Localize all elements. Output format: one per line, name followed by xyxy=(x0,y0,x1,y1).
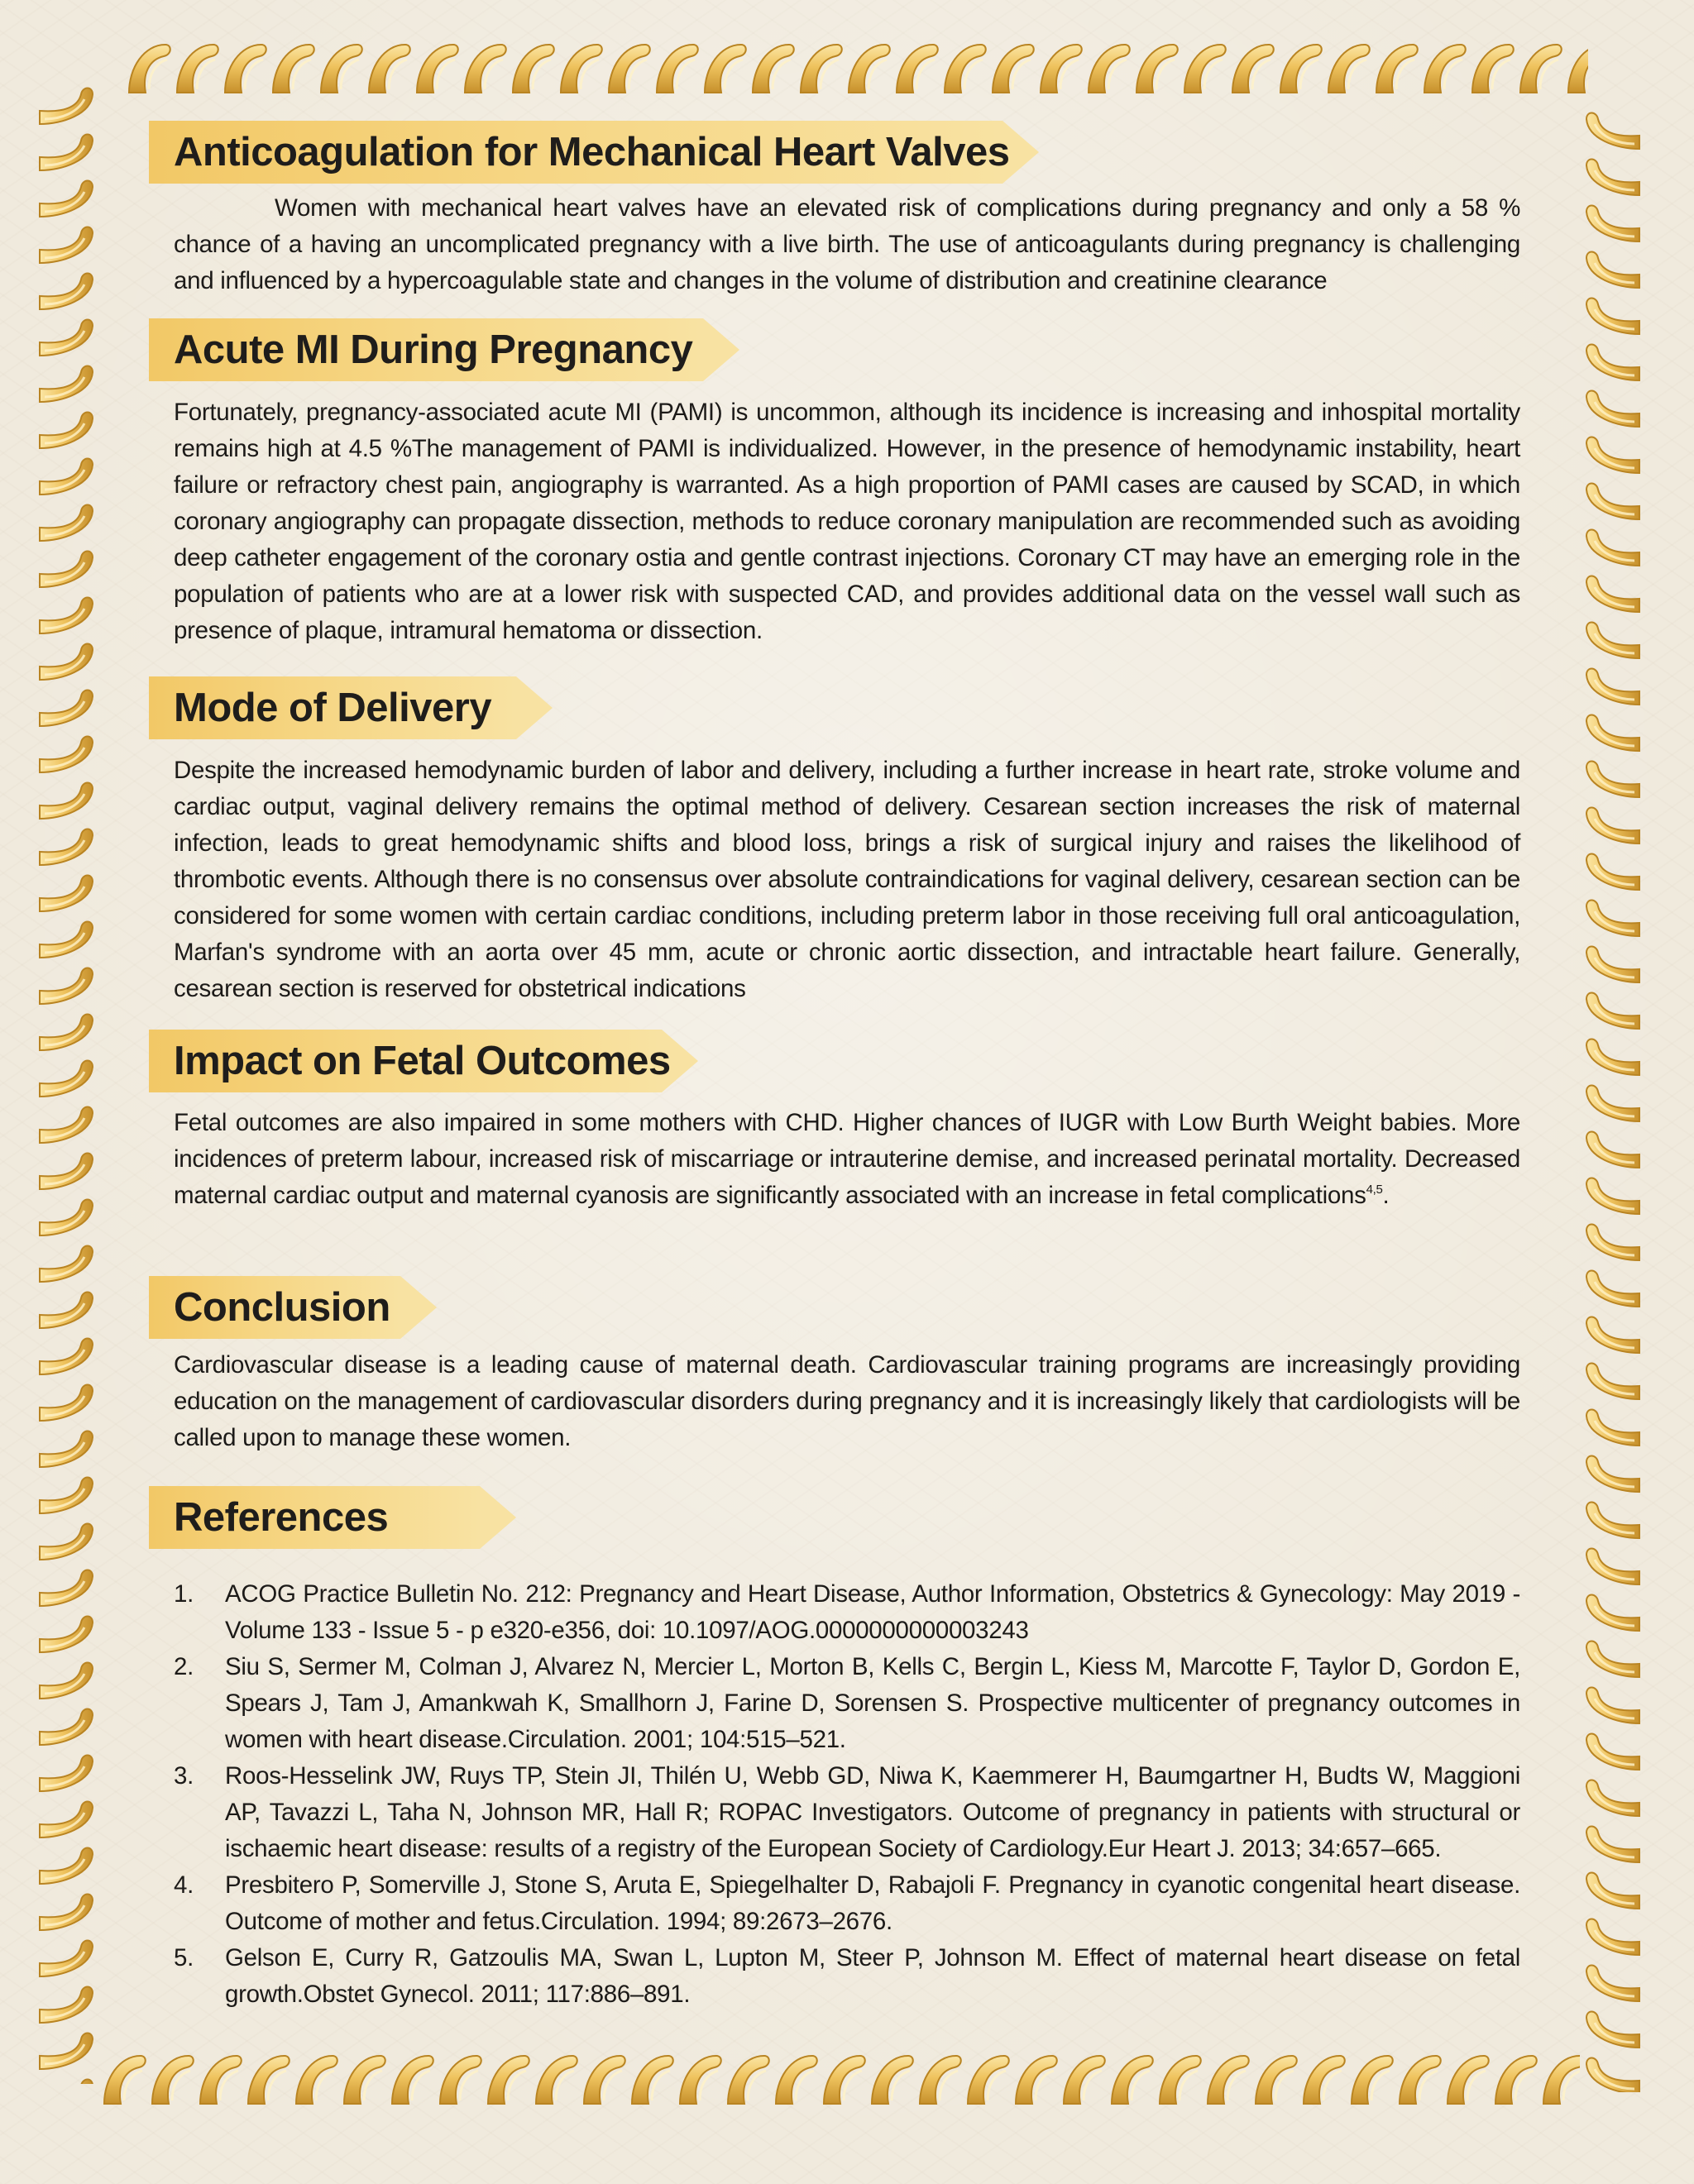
reference-text: Presbitero P, Somerville J, Stone S, Aruta E, Spiegelhalter D, Rabajoli F. Pregnancy in cyanotic congenital heart disease. Outcome of mother and fetus.Circulation. 1994; 89:2673–2676. xyxy=(225,1871,1520,1935)
references-list xyxy=(174,1576,1520,2013)
reference-text: Siu S, Sermer M, Colman J, Alvarez N, Mercier L, Morton B, Kells C, Bergin L, Kiess M, Marcotte F, Taylor D, Gordon E, Spears J, Tam J, Amankwah K, Smallhorn J, Farine D, Sorensen S. Prospective multicenter of pregnancy outcomes in women with heart disease.Circulation. 2001; 104:515–521. xyxy=(225,1653,1520,1753)
reference-number: 3. xyxy=(174,1762,194,1790)
paragraph-conclusion: Cardiovascular disease is a leading cause of maternal death. Cardiovascular training programs are increasingly providing education on the management of cardiovascular disorders during pregnancy and it is increasingly likely that cardiologists will be called upon to manage these women. xyxy=(174,1351,1520,1451)
paragraph-fetal-end: . xyxy=(1382,1182,1390,1209)
reference-number: 1. xyxy=(174,1580,194,1608)
heading-references: References xyxy=(174,1495,389,1540)
reference-text: ACOG Practice Bulletin No. 212: Pregnancy and Heart Disease, Author Information, Obstetrics & Gynecology: May 2019 - Volume 133 - Issue 5 - p e320-e356, doi: 10.1097/AOG.0000000000003243 xyxy=(225,1580,1520,1644)
heading-fetal: Impact on Fetal Outcomes xyxy=(174,1039,671,1083)
reference-item xyxy=(174,1649,1520,1758)
heading-delivery: Mode of Delivery xyxy=(174,686,492,730)
heading-anticoagulation: Anticoagulation for Mechanical Heart Valves xyxy=(174,130,1010,174)
reference-number: 5. xyxy=(174,1944,194,1971)
reference-item xyxy=(174,1940,1520,2013)
reference-item xyxy=(174,1576,1520,1649)
reference-text: Gelson E, Curry R, Gatzoulis MA, Swan L, Lupton M, Steer P, Johnson M. Effect of maternal heart disease on fetal growth.Obstet Gynecol. 2011; 117:886–891. xyxy=(225,1944,1520,2008)
paragraph-fetal-text: Fetal outcomes are also impaired in some mothers with CHD. Higher chances of IUGR with Low Burth Weight babies. More incidences of preterm labour, increased risk of miscarriage or intrauterine demise, and increased perinatal mortality. Decreased maternal cardiac output and maternal cyanosis are significantly associated with an increase in fetal complications xyxy=(174,1109,1520,1209)
heading-conclusion: Conclusion xyxy=(174,1285,390,1330)
heading-acute-mi: Acute MI During Pregnancy xyxy=(174,327,693,372)
paragraph-fetal xyxy=(174,1105,1520,1214)
reference-text: Roos-Hesselink JW, Ruys TP, Stein JI, Thilén U, Webb GD, Niwa K, Kaemmerer H, Baumgartner H, Budts W, Maggioni AP, Tavazzi L, Taha N, Johnson MR, Hall R; ROPAC Investigators. Outcome of pregnancy in patients with structural or ischaemic heart disease: results of a registry of the European Society of Cardiology.Eur Heart J. 2013; 34:657–665. xyxy=(225,1762,1520,1862)
paragraph-anticoagulation: Women with mechanical heart valves have an elevated risk of complications during pregnancy and only a 58 % chance of a having an uncomplicated pregnancy with a live birth. The use of anticoagulants during pregnancy is challenging and influenced by a hypercoagulable state and changes in the volume of distribution and creatinine clearance xyxy=(174,194,1520,294)
reference-number: 2. xyxy=(174,1653,194,1680)
reference-item xyxy=(174,1867,1520,1940)
reference-item xyxy=(174,1758,1520,1867)
citation-superscript: 4,5 xyxy=(1366,1183,1383,1197)
paragraph-delivery: Despite the increased hemodynamic burden of labor and delivery, including a further increase in heart rate, stroke volume and cardiac output, vaginal delivery remains the optimal method of delivery. Cesarean section increases the risk of maternal infection, leads to great hemodynamic shifts and blood loss, brings a risk of surgical injury and raises the likelihood of thrombotic events. Although there is no consensus over absolute contraindications for vaginal delivery, cesarean section can be considered for some women with certain cardiac conditions, including preterm labor in those receiving full oral anticoagulation, Marfan's syndrome with an aorta over 45 mm, acute or chronic aortic dissection, and intractable heart failure. Generally, cesarean section is reserved for obstetrical indications xyxy=(174,757,1520,1002)
paragraph-acute-mi: Fortunately, pregnancy-associated acute MI (PAMI) is uncommon, although its incidence is increasing and inhospital mortality remains high at 4.5 %The management of PAMI is individualized. However, in the presence of hemodynamic instability, heart failure or refractory chest pain, angiography is warranted. As a high proportion of PAMI cases are caused by SCAD, in which coronary angiography can propagate dissection, methods to reduce coronary manipulation are recommended such as avoiding deep catheter engagement of the coronary ostia and gentle contrast injections. Coronary CT may have an emerging role in the population of patients who are at a lower risk with suspected CAD, and provides additional data on the vessel wall such as presence of plaque, intramural hematoma or dissection. xyxy=(174,399,1520,644)
reference-number: 4. xyxy=(174,1871,194,1899)
